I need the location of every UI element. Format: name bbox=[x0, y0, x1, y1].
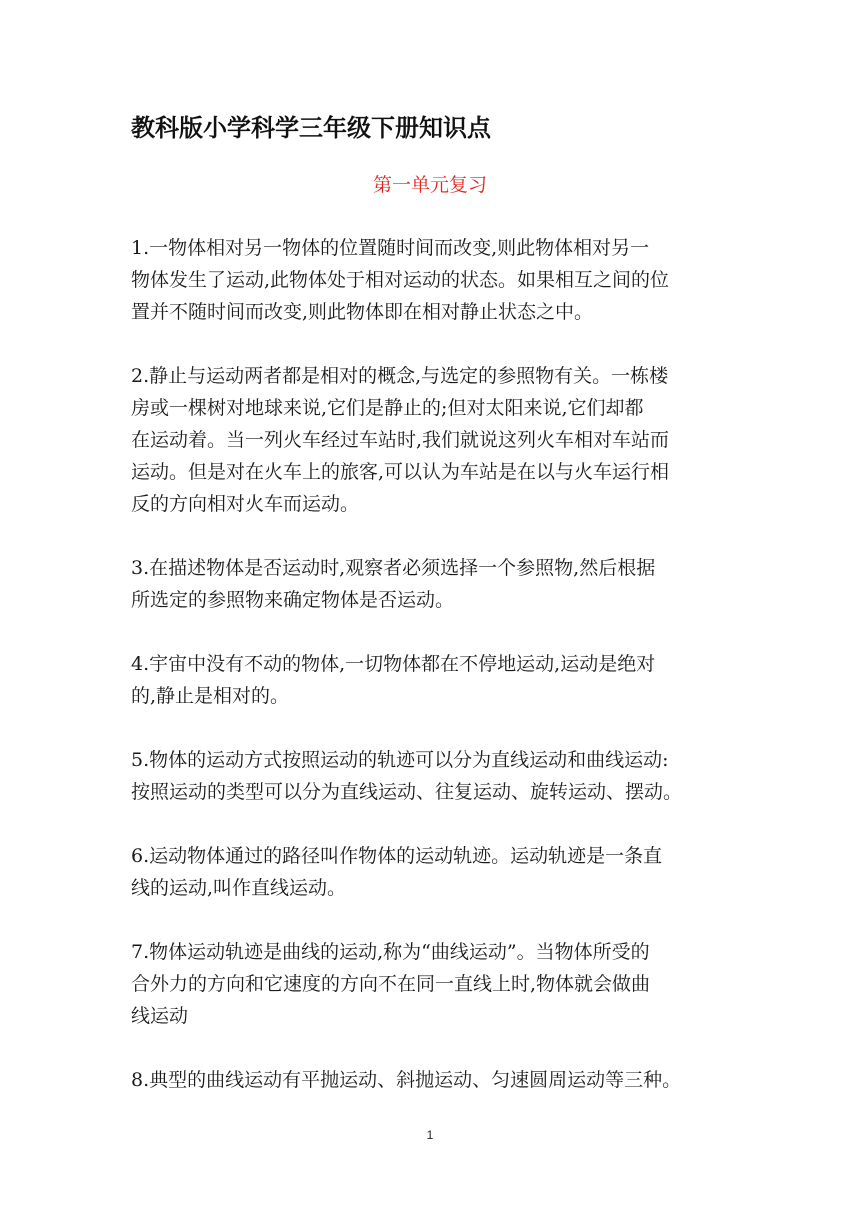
paragraph-line: 所选定的参照物来确定物体是否运动。 bbox=[131, 589, 455, 611]
page-number: 1 bbox=[426, 1128, 434, 1142]
paragraph-line: 线的运动,叫作直线运动。 bbox=[131, 877, 347, 899]
section-title: 第一单元复习 bbox=[372, 174, 487, 196]
paragraph-line: 2.静止与运动两者都是相对的概念,与选定的参照物有关。一栋楼 bbox=[131, 365, 669, 387]
paragraph-line: 运动。但是对在火车上的旅客,可以认为车站是在以与火车运行相 bbox=[131, 461, 670, 483]
paragraph-line: 5.物体的运动方式按照运动的轨迹可以分为直线运动和曲线运动: bbox=[131, 749, 669, 771]
paragraph-line: 线运动 bbox=[131, 1005, 189, 1027]
document-title: 教科版小学科学三年级下册知识点 bbox=[131, 114, 491, 142]
paragraph-line: 置并不随时间而改变,则此物体即在相对静止状态之中。 bbox=[131, 301, 594, 323]
paragraph-line: 6.运动物体通过的路径叫作物体的运动轨迹。运动轨迹是一条直 bbox=[131, 845, 663, 867]
document-body bbox=[131, 232, 731, 1128]
paragraph-line: 8.典型的曲线运动有平抛运动、斜抛运动、匀速圆周运动等三种。 bbox=[131, 1069, 682, 1091]
paragraph-4 bbox=[131, 648, 731, 712]
paragraph-5 bbox=[131, 744, 731, 808]
paragraph-line: 在运动着。当一列火车经过车站时,我们就说这列火车相对车站而 bbox=[131, 429, 670, 451]
paragraph-8 bbox=[131, 1064, 731, 1096]
paragraph-line: 3.在描述物体是否运动时,观察者必须选择一个参照物,然后根据 bbox=[131, 557, 656, 579]
paragraph-line: 合外力的方向和它速度的方向不在同一直线上时,物体就会做曲 bbox=[131, 973, 651, 995]
paragraph-line: 1.一物体相对另一物体的位置随时间而改变,则此物体相对另一 bbox=[131, 237, 650, 259]
paragraph-line: 4.宇宙中没有不动的物体,一切物体都在不停地运动,运动是绝对 bbox=[131, 653, 656, 675]
paragraph-line: 7.物体运动轨迹是曲线的运动,称为“曲线运动”。当物体所受的 bbox=[131, 941, 650, 963]
paragraph-1 bbox=[131, 232, 731, 328]
paragraph-2 bbox=[131, 360, 731, 520]
paragraph-line: 按照运动的类型可以分为直线运动、往复运动、旋转运动、摆动。 bbox=[131, 781, 683, 803]
paragraph-line: 房或一棵树对地球来说,它们是静止的;但对太阳来说,它们却都 bbox=[131, 397, 644, 419]
paragraph-line: 的,静止是相对的。 bbox=[131, 685, 290, 707]
paragraph-line: 物体发生了运动,此物体处于相对运动的状态。如果相互之间的位 bbox=[131, 269, 670, 291]
paragraph-7 bbox=[131, 936, 731, 1032]
paragraph-line: 反的方向相对火车而运动。 bbox=[131, 493, 360, 515]
paragraph-6 bbox=[131, 840, 731, 904]
paragraph-3 bbox=[131, 552, 731, 616]
